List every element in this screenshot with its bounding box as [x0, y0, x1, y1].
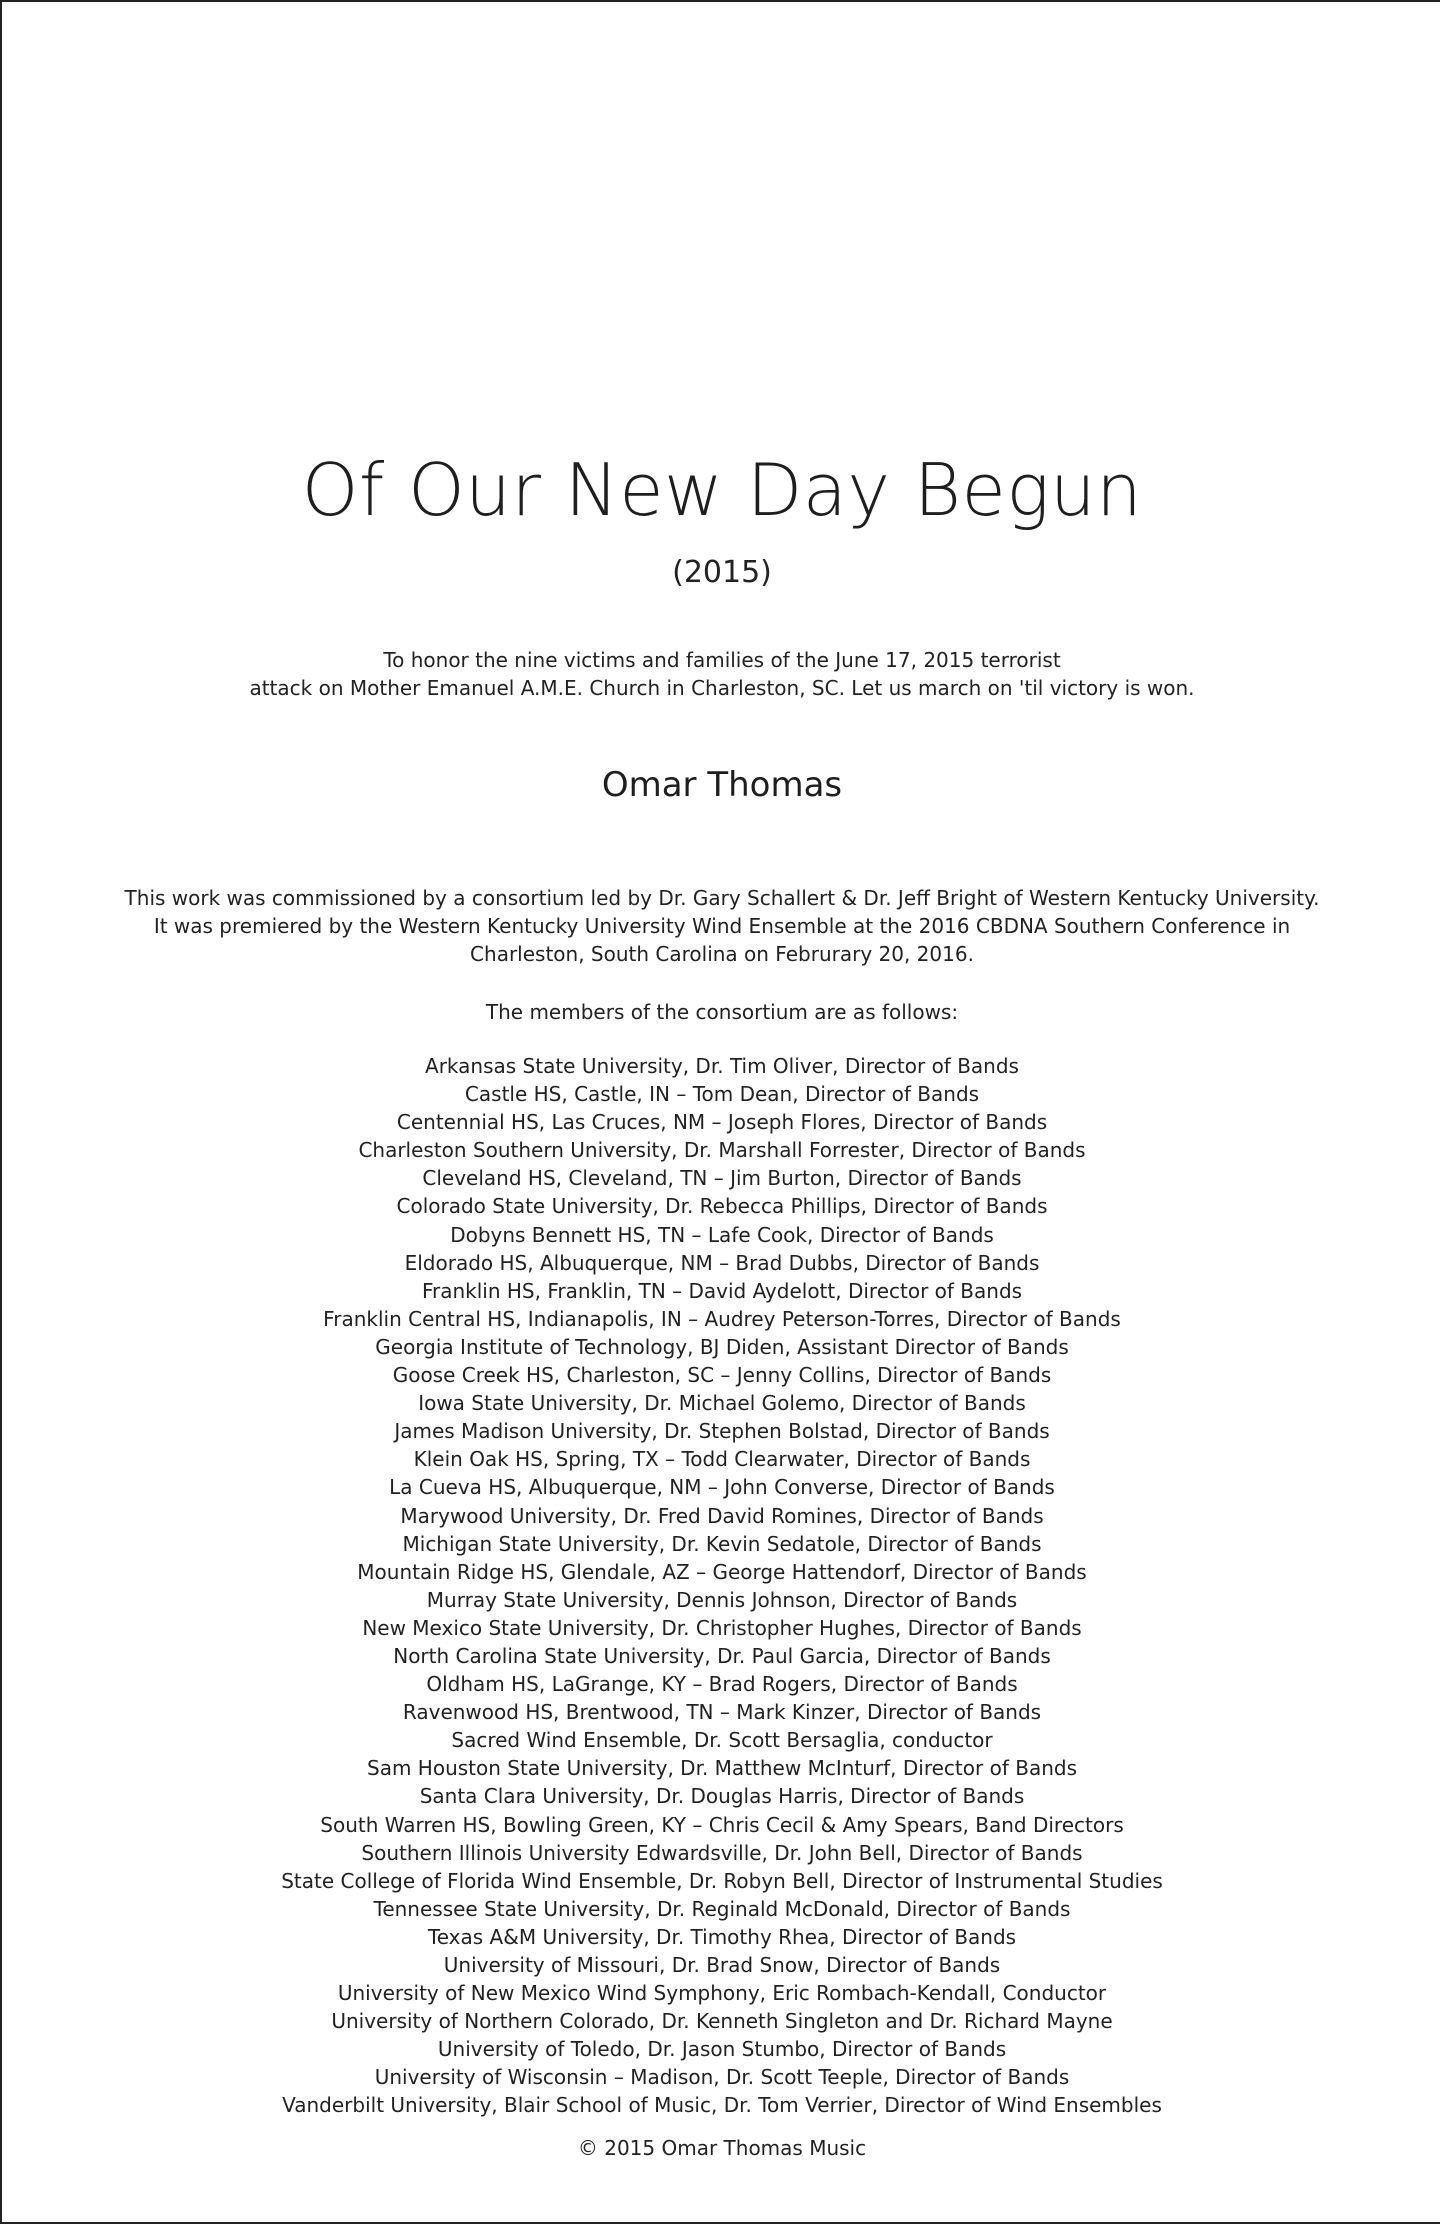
copyright-notice: © 2015 Omar Thomas Music [577, 2136, 867, 2160]
piece-year: (2015) [672, 555, 772, 590]
consortium-member: Castle HS, Castle, IN – Tom Dean, Director of Bands [464, 1082, 980, 1107]
consortium-member: Vanderbilt University, Blair School of Music, Dr. Tom Verrier, Director of Wind Ensembles [282, 2093, 1162, 2118]
consortium-member: University of Northern Colorado, Dr. Kenneth Singleton and Dr. Richard Mayne [331, 2009, 1113, 2034]
consortium-member-list [2, 1052, 1440, 2120]
commission-line: This work was commissioned by a consortium led by Dr. Gary Schallert & Dr. Jeff Bright of Western Kentucky University. [124, 886, 1320, 910]
composer-name: Omar Thomas [601, 765, 843, 805]
dedication-text [2, 646, 1440, 702]
consortium-member: Franklin HS, Franklin, TN – David Aydelott, Director of Bands [421, 1278, 1023, 1303]
dedication-line: attack on Mother Emanuel A.M.E. Church in Charleston, SC. Let us march on 'til victory is won. [249, 676, 1195, 700]
consortium-member: Goose Creek HS, Charleston, SC – Jenny Collins, Director of Bands [392, 1363, 1052, 1388]
consortium-member: Centennial HS, Las Cruces, NM – Joseph Flores, Director of Bands [396, 1110, 1048, 1135]
consortium-member: Oldham HS, LaGrange, KY – Brad Rogers, Director of Bands [426, 1672, 1018, 1697]
consortium-intro: The members of the consortium are as follows: [485, 1000, 959, 1024]
commission-note [2, 884, 1440, 968]
consortium-member: University of Missouri, Dr. Brad Snow, Director of Bands [443, 1953, 1001, 1977]
consortium-member: State College of Florida Wind Ensemble, Dr. Robyn Bell, Director of Instrumental Studies [281, 1868, 1163, 1893]
consortium-member: University of New Mexico Wind Symphony, Eric Rombach-Kendall, Conductor [337, 1981, 1107, 2006]
consortium-member: New Mexico State University, Dr. Christopher Hughes, Director of Bands [362, 1615, 1082, 1640]
consortium-member: University of Wisconsin – Madison, Dr. Scott Teeple, Director of Bands [374, 2065, 1070, 2090]
consortium-member: Murray State University, Dennis Johnson, Director of Bands [426, 1587, 1018, 1612]
consortium-member: Iowa State University, Dr. Michael Golemo, Director of Bands [418, 1391, 1026, 1416]
consortium-member: Franklin Central HS, Indianapolis, IN – Audrey Peterson-Torres, Director of Bands [323, 1306, 1121, 1331]
consortium-member: Ravenwood HS, Brentwood, TN – Mark Kinzer, Director of Bands [402, 1700, 1042, 1725]
consortium-member: Southern Illinois University Edwardsville, Dr. John Bell, Director of Bands [361, 1840, 1083, 1865]
consortium-member: University of Toledo, Dr. Jason Stumbo, Director of Bands [437, 2037, 1007, 2062]
dedication-line: To honor the nine victims and families of the June 17, 2015 terrorist [383, 648, 1061, 672]
consortium-member: Texas A&M University, Dr. Timothy Rhea, Director of Bands [427, 1924, 1017, 1949]
consortium-member: North Carolina State University, Dr. Paul Garcia, Director of Bands [393, 1643, 1051, 1668]
consortium-member: Cleveland HS, Cleveland, TN – Jim Burton, Director of Bands [422, 1166, 1022, 1191]
consortium-member: Klein Oak HS, Spring, TX – Todd Clearwater, Director of Bands [413, 1447, 1031, 1472]
consortium-member: Georgia Institute of Technology, BJ Diden, Assistant Director of Bands [375, 1334, 1069, 1359]
consortium-member: Arkansas State University, Dr. Tim Oliver, Director of Bands [425, 1054, 1019, 1078]
consortium-member: Michigan State University, Dr. Kevin Sedatole, Director of Bands [402, 1531, 1042, 1556]
consortium-member: Colorado State University, Dr. Rebecca Phillips, Director of Bands [396, 1194, 1048, 1219]
consortium-member: Sacred Wind Ensemble, Dr. Scott Bersaglia, conductor [451, 1728, 993, 1753]
consortium-member: Eldorado HS, Albuquerque, NM – Brad Dubbs, Director of Bands [404, 1250, 1040, 1275]
consortium-member: Tennessee State University, Dr. Reginald McDonald, Director of Bands [373, 1896, 1071, 1921]
consortium-member: Dobyns Bennett HS, TN – Lafe Cook, Director of Bands [450, 1222, 994, 1247]
commission-line: It was premiered by the Western Kentucky University Wind Ensemble at the 2016 CBDNA Southern Conference in [153, 914, 1291, 938]
consortium-member: La Cueva HS, Albuquerque, NM – John Converse, Director of Bands [389, 1475, 1055, 1500]
consortium-member: Santa Clara University, Dr. Douglas Harris, Director of Bands [419, 1784, 1025, 1809]
consortium-member: South Warren HS, Bowling Green, KY – Chris Cecil & Amy Spears, Band Directors [320, 1812, 1124, 1837]
consortium-member: Sam Houston State University, Dr. Matthew McInturf, Director of Bands [367, 1756, 1077, 1781]
consortium-member: James Madison University, Dr. Stephen Bolstad, Director of Bands [394, 1419, 1050, 1444]
consortium-member: Marywood University, Dr. Fred David Romines, Director of Bands [400, 1503, 1044, 1528]
piece-title: Of Our New Day Begun [301, 448, 1143, 532]
consortium-member: Charleston Southern University, Dr. Marshall Forrester, Director of Bands [358, 1138, 1086, 1163]
consortium-member: Mountain Ridge HS, Glendale, AZ – George Hattendorf, Director of Bands [357, 1559, 1087, 1584]
commission-line: Charleston, South Carolina on Februrary 20, 2016. [470, 942, 974, 966]
